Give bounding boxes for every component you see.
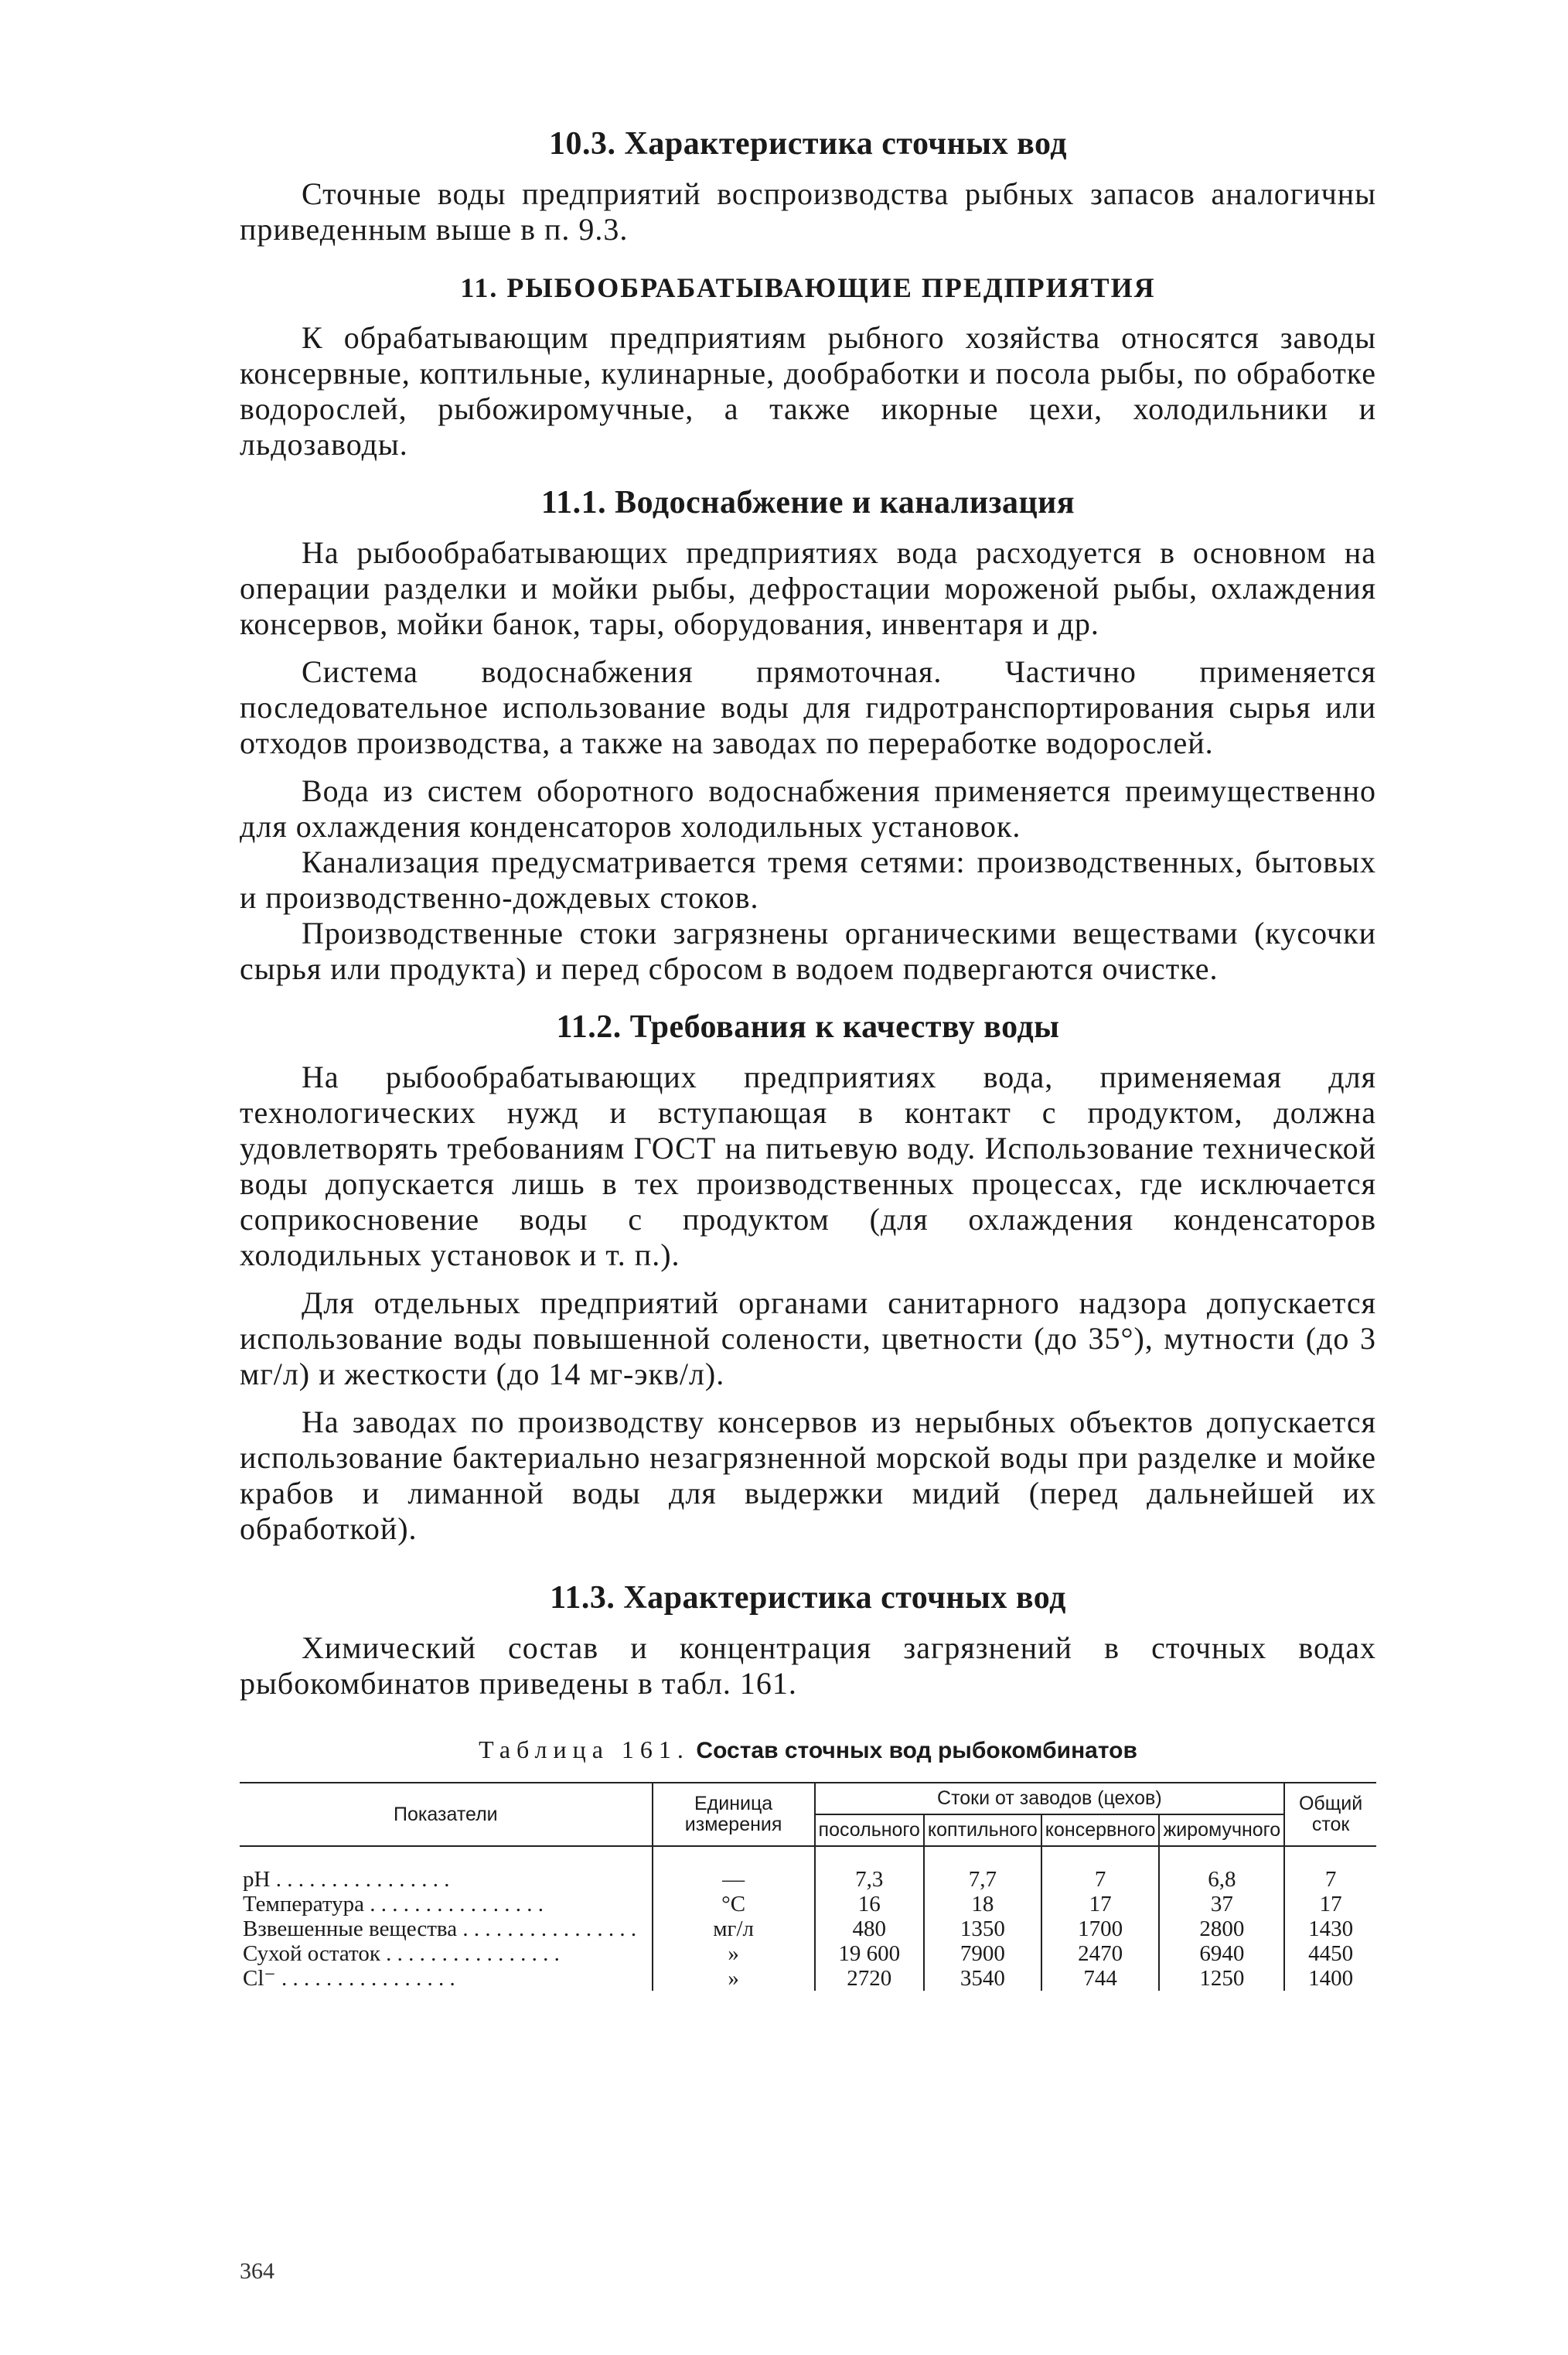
row-total-cell: 17 (1284, 1892, 1376, 1916)
row-unit-cell: мг/л (653, 1916, 815, 1941)
row-total-cell: 7 (1284, 1867, 1376, 1892)
row-smoking-cell: 1350 (924, 1916, 1041, 1941)
row-total-cell: 4450 (1284, 1941, 1376, 1966)
table-caption (240, 1732, 1376, 1768)
row-fishmeal-cell: 1250 (1159, 1966, 1284, 1991)
row-salting-cell: 19 600 (815, 1941, 924, 1966)
section-10-3-title: 10.3. Характеристика сточных вод (549, 126, 1067, 162)
table-caption-title: Состав сточных вод рыбокомбинатов (696, 1738, 1137, 1763)
row-unit-cell: — (653, 1867, 815, 1892)
row-salting-cell: 2720 (815, 1966, 924, 1991)
row-canning-cell: 2470 (1041, 1941, 1160, 1966)
section-11-1-paragraph-2: Система водоснабжения прямоточная. Частично применяется последовательное использование воды для гидротранспортирования сырья или отходов производства, а также на заводах по переработке водорослей. (240, 654, 1376, 760)
section-11-1-paragraph-3: Вода из систем оборотного водоснабжения применяется преимущественно для охлаждения конденсаторов холодильных установок. (240, 773, 1376, 844)
row-indicator-cell: Температура . . . (240, 1892, 653, 1916)
row-total-cell: 1400 (1284, 1966, 1376, 1991)
page-content (240, 124, 1376, 1991)
row-fishmeal-cell: 6,8 (1159, 1867, 1284, 1892)
row-smoking-cell: 18 (924, 1892, 1041, 1916)
section-10-3-paragraph: Сточные воды предприятий воспроизводства рыбных запасов аналогичны приведенным выше в п. 9.3. (240, 176, 1376, 247)
section-11-2-paragraph-1: На рыбообрабатывающих предприятиях вода, применяемая для технологических нужд и вступающая в контакт с продуктом, должна удовлетворять требованиям ГОСТ на питьевую воду. Использование технической воды допускается лишь в тех производственных процессах, где исключается соприкосновение воды с продуктом (для охлаждения конденсаторов холодильных установок и т. п.). (240, 1060, 1376, 1272)
wastewater-composition-table (240, 1782, 1376, 1991)
row-canning-cell: 7 (1041, 1867, 1160, 1892)
section-11-2-title: 11.2. Требования к качеству воды (556, 1009, 1060, 1045)
section-11-1-title: 11.1. Водоснабжение и канализация (540, 485, 1075, 520)
row-fishmeal-cell: 6940 (1159, 1941, 1284, 1966)
row-fishmeal-cell: 2800 (1159, 1916, 1284, 1941)
row-unit-cell: » (653, 1966, 815, 1991)
row-indicator-cell: Cl⁻ . . . (240, 1966, 653, 1991)
header-smoking: коптильного (924, 1814, 1041, 1846)
table-row (240, 1916, 1376, 1941)
row-canning-cell: 1700 (1041, 1916, 1160, 1941)
row-canning-cell: 744 (1041, 1966, 1160, 1991)
section-11-3-paragraph: Химический состав и концентрация загрязнений в сточных водах рыбокомбинатов приведены в табл. 161. (240, 1630, 1376, 1701)
table-caption-label: Таблица 161. (479, 1736, 690, 1763)
section-11-3-title: 11.3. Характеристика сточных вод (550, 1580, 1066, 1616)
row-smoking-cell: 7900 (924, 1941, 1041, 1966)
row-smoking-cell: 7,7 (924, 1867, 1041, 1892)
header-canning: консервного (1041, 1814, 1160, 1846)
header-salting: посольного (815, 1814, 924, 1846)
table-row (240, 1941, 1376, 1966)
table-row (240, 1892, 1376, 1916)
section-11-2-paragraph-2: Для отдельных предприятий органами санитарного надзора допускается использование воды повышенной солености, цветности (до 35°), мутности (до 3 мг/л) и жесткости (до 14 мг-экв/л). (240, 1285, 1376, 1391)
row-indicator-cell: Взвешенные вещества . . . (240, 1916, 653, 1941)
row-unit-cell: » (653, 1941, 815, 1966)
section-11-title: 11. РЫБООБРАБАТЫВАЮЩИЕ ПРЕДПРИЯТИЯ (460, 272, 1156, 303)
row-indicator-cell: Сухой остаток . . . (240, 1941, 653, 1966)
row-smoking-cell: 3540 (924, 1966, 1041, 1991)
section-11-1-paragraph-1: На рыбообрабатывающих предприятиях вода расходуется в основном на операции разделки и мойки рыбы, дефростации мороженой рыбы, охлаждения консервов, мойки банок, тары, оборудования, инвентаря и др. (240, 535, 1376, 641)
row-salting-cell: 7,3 (815, 1867, 924, 1892)
row-canning-cell: 17 (1041, 1892, 1160, 1916)
header-total: Общий сток (1284, 1783, 1376, 1846)
header-plants-group: Стоки от заводов (цехов) (815, 1783, 1285, 1814)
row-total-cell: 1430 (1284, 1916, 1376, 1941)
header-indicator: Показатели (240, 1783, 653, 1846)
section-11-paragraph: К обрабатывающим предприятиям рыбного хозяйства относятся заводы консервные, коптильные, кулинарные, дообработки и посола рыбы, по обработке водорослей, рыбожиромучные, а также икорные цехи, холодильники и льдозаводы. (240, 320, 1376, 462)
section-11-1-paragraph-4: Канализация предусматривается тремя сетями: производственных, бытовых и производственно-дождевых стоков. (240, 845, 1376, 915)
header-unit: Единица измерения (653, 1783, 815, 1846)
row-salting-cell: 480 (815, 1916, 924, 1941)
row-indicator-cell: pH . . . (240, 1867, 653, 1892)
page-number: 364 (240, 2258, 274, 2284)
row-unit-cell: °C (653, 1892, 815, 1916)
section-11-1-paragraph-5: Производственные стоки загрязнены органическими веществами (кусочки сырья или продукта) и перед сбросом в водоем подвергаются очистке. (240, 916, 1376, 986)
section-11-2-paragraph-3: На заводах по производству консервов из нерыбных объектов допускается использование бактериально незагрязненной морской воды при разделке и мойке крабов и лиманной воды для выдержки мидий (перед дальнейшей их обработкой). (240, 1404, 1376, 1546)
row-fishmeal-cell: 37 (1159, 1892, 1284, 1916)
table-row (240, 1867, 1376, 1892)
table-row (240, 1966, 1376, 1991)
row-salting-cell: 16 (815, 1892, 924, 1916)
header-fishmeal: жиромучного (1159, 1814, 1284, 1846)
